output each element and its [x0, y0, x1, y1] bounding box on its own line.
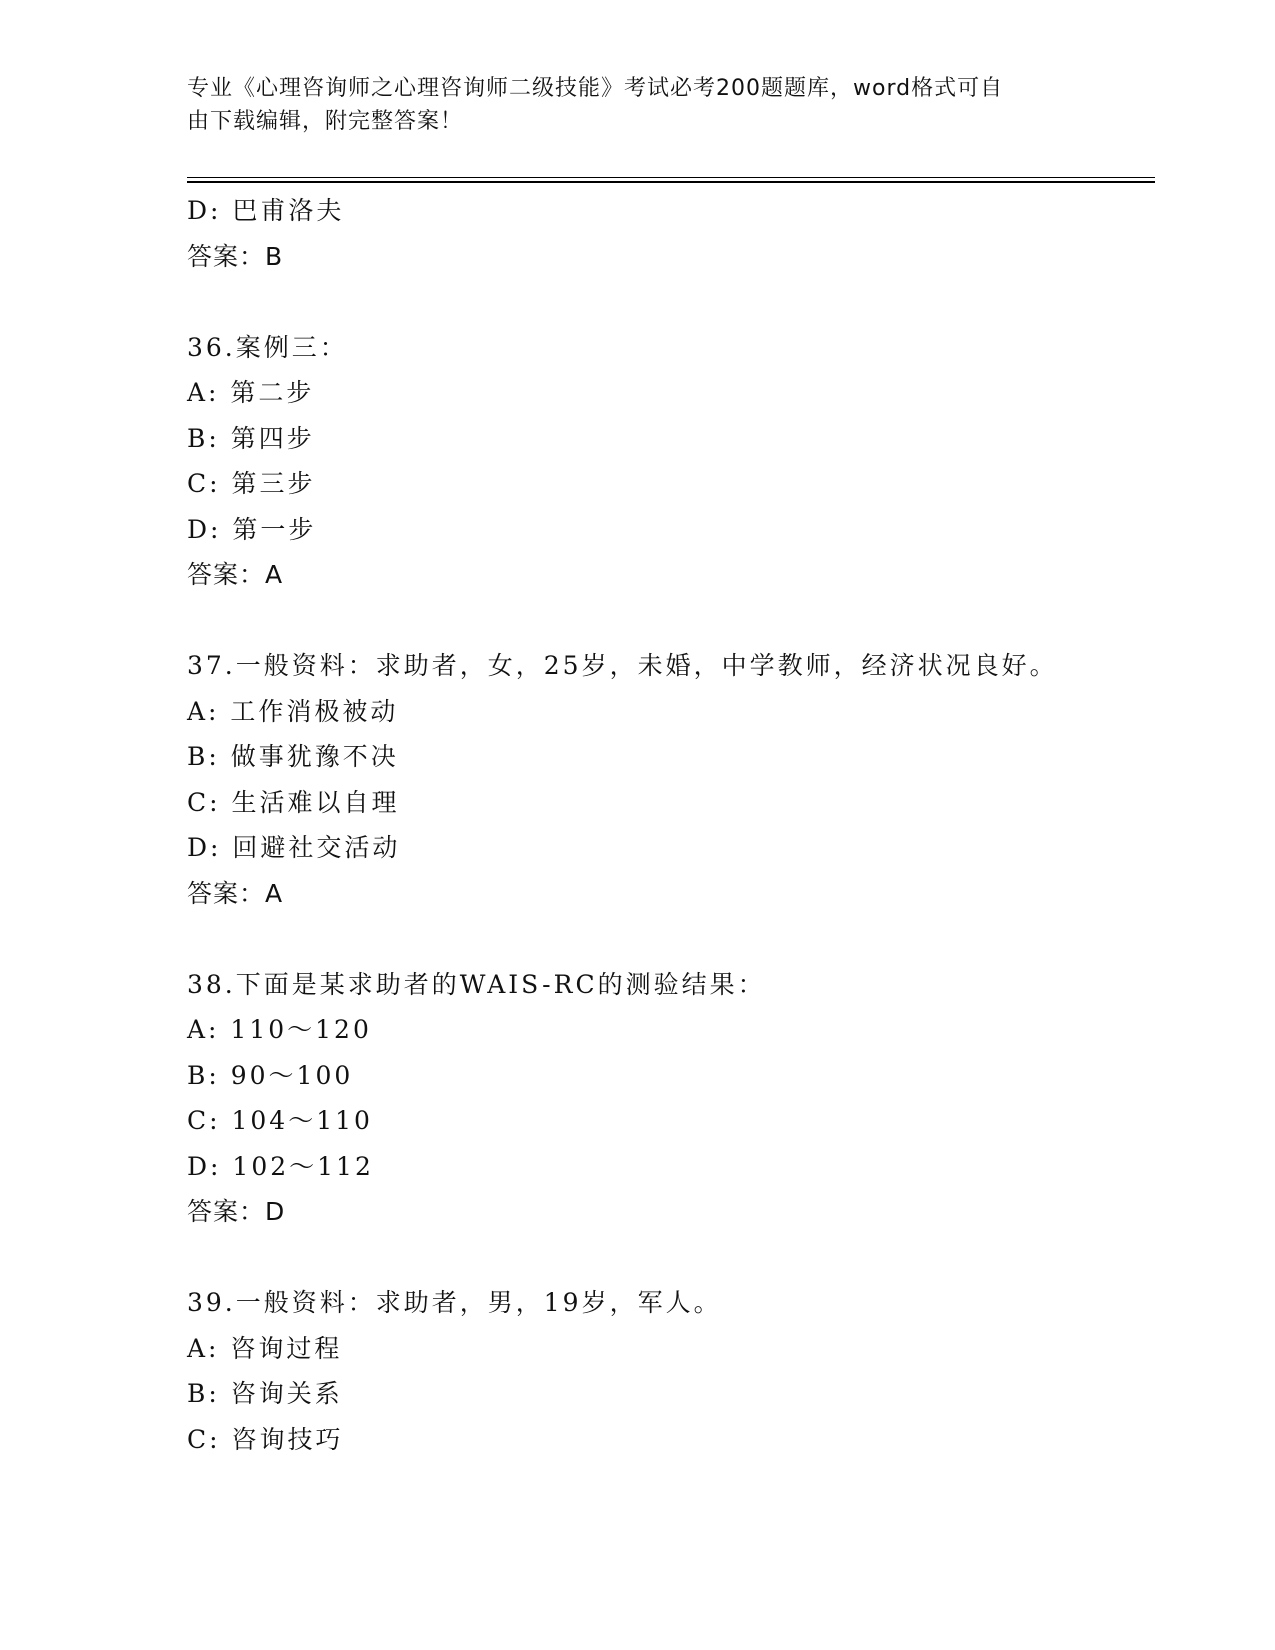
answer-line: 答案：D	[187, 1197, 286, 1226]
option-c: C: 第三步	[187, 469, 316, 498]
option-a: A: 110～120	[187, 1015, 372, 1044]
option-a: A: 咨询过程	[187, 1333, 343, 1363]
question-stem: 37.一般资料：求助者，女，25岁，未婚，中学教师，经济状况良好。	[187, 651, 1058, 680]
header-divider	[187, 177, 1155, 183]
answer-line: 答案：B	[187, 241, 284, 271]
option-d: D: 回避社交活动	[187, 833, 401, 862]
option-c: C: 104～110	[187, 1106, 373, 1135]
spacer	[187, 279, 1155, 325]
answer-line: 答案：A	[187, 560, 284, 589]
spacer	[187, 1235, 1155, 1281]
spacer	[187, 598, 1155, 644]
option-d: D: 第一步	[187, 514, 317, 544]
question-list	[187, 188, 1155, 1462]
document-header	[187, 72, 1087, 138]
question-stem: 38.下面是某求助者的WAIS-RC的测验结果：	[187, 969, 766, 999]
option-c: C: 咨询技巧	[187, 1424, 344, 1454]
option-d: D: 巴甫洛夫	[187, 196, 345, 225]
header-line-1: 专业《心理咨询师之心理咨询师二级技能》考试必考200题题库，word格式可自	[187, 76, 1004, 101]
option-b: B: 90～100	[187, 1060, 354, 1090]
option-d: D: 102～112	[187, 1151, 374, 1181]
spacer	[187, 916, 1155, 962]
option-b: B: 做事犹豫不决	[187, 742, 399, 771]
answer-line: 答案：A	[187, 878, 284, 908]
question-stem: 39.一般资料：求助者，男，19岁，军人。	[187, 1288, 722, 1317]
option-a: A: 第二步	[187, 378, 315, 407]
option-c: C: 生活难以自理	[187, 787, 400, 817]
option-b: B: 咨询关系	[187, 1379, 343, 1408]
option-b: B: 第四步	[187, 423, 315, 453]
header-line-2: 由下载编辑，附完整答案！	[187, 109, 464, 134]
question-stem: 36.案例三：	[187, 332, 348, 362]
option-a: A: 工作消极被动	[187, 696, 399, 726]
